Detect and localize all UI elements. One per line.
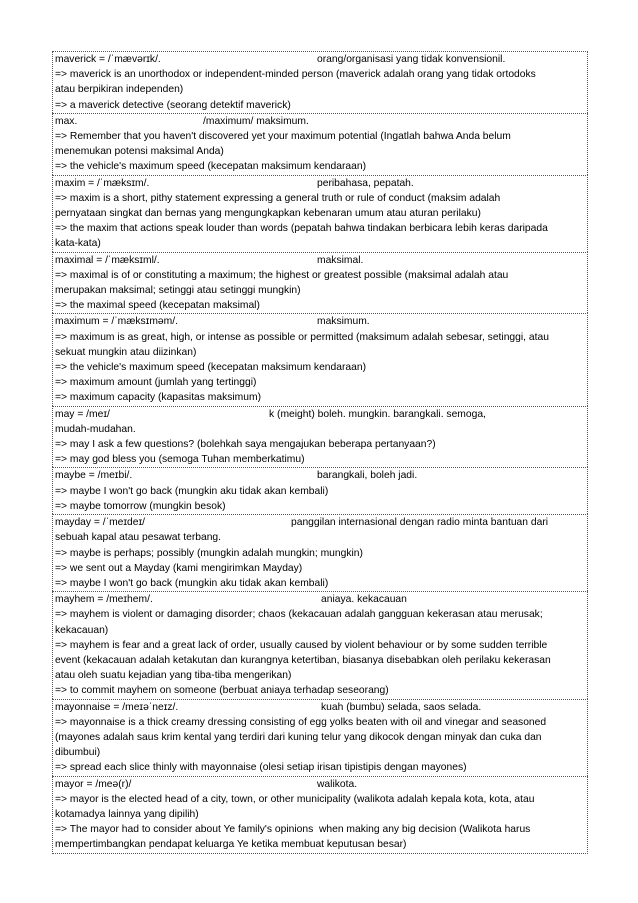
headword-meaning: maksimal. — [317, 254, 364, 266]
headword-line — [53, 314, 587, 329]
headword-line — [53, 52, 587, 67]
entry-text-line: => maxim is a short, pithy statement expressing a general truth or rule of conduct (maksim adalah — [55, 192, 501, 204]
dictionary-entry — [52, 406, 588, 468]
headword-line — [53, 407, 587, 422]
entry-text-line: => mayhem is fear and a great lack of order, usually caused by violent behaviour or by some sudden terrible — [55, 639, 548, 651]
entry-text-line: event (kekacauan adalah ketakutan dan kurangnya ketertiban, biasanya disebabkan oleh perilaku kekerasan — [55, 654, 551, 666]
entry-text-line: => the vehicle's maximum speed (kecepatan maksimum kendaraan) — [55, 362, 367, 374]
entry-text-line: => spread each slice thinly with mayonnaise (olesi setiap irisan tipistipis dengan mayones) — [55, 762, 467, 774]
entry-text-line: => maybe tomorrow (mungkin besok) — [55, 500, 226, 512]
entry-text-line: menemukan potensi maksimal Anda) — [55, 146, 224, 158]
entry-text-line: sebuah kapal atau pesawat terbang. — [55, 532, 222, 544]
entry-text-line: dibumbui) — [55, 747, 101, 759]
headword-meaning: /maximum/ maksimum. — [203, 115, 309, 127]
headword-line — [53, 777, 587, 792]
headword-meaning: aniaya. kekacauan — [321, 594, 407, 606]
entry-text-line: => to commit mayhem on someone (berbuat aniaya terhadap seseorang) — [55, 685, 389, 697]
headword-pronunciation: may = /meɪ/ — [55, 408, 110, 420]
entry-text-line: merupakan maksimal; setinggi atau setinggi mungkin) — [55, 285, 301, 297]
headword-line — [53, 592, 587, 607]
headword-line — [53, 515, 587, 530]
headword-pronunciation: maxim = /ˈmæksɪm/. — [55, 177, 150, 189]
headword-line — [53, 468, 587, 483]
dictionary-entry — [52, 467, 588, 514]
headword-line — [53, 114, 587, 129]
entry-text-line: (mayones adalah saus krim kental yang terdiri dari kuning telur yang dikocok dengan minyak dan cuka dan — [55, 731, 542, 743]
headword-pronunciation: maximal = /ˈmæksɪml/. — [55, 254, 160, 266]
entry-text-line: => The mayor had to consider about Ye family's opinions when making any big decision (Walikota harus — [55, 824, 531, 836]
entry-text-line: => the vehicle's maximum speed (kecepatan maksimum kendaraan) — [55, 161, 367, 173]
headword-pronunciation: mayonnaise = /meɪəˈneɪz/. — [55, 701, 179, 713]
entry-text-line: => maximum capacity (kapasitas maksimum) — [55, 392, 261, 404]
headword-pronunciation: maverick = /ˈmævərɪk/. — [55, 54, 161, 65]
entry-text-line: => Remember that you haven't discovered yet your maximum potential (Ingatlah bahwa Anda belum — [55, 131, 511, 143]
entry-text-line: => mayor is the elected head of a city, town, or other municipality (walikota adalah kepala kota, kota, atau — [55, 793, 535, 805]
headword-meaning: peribahasa, pepatah. — [317, 177, 414, 189]
entry-text-line: => the maximal speed (kecepatan maksimal) — [55, 300, 260, 312]
dictionary-document — [52, 51, 588, 854]
entry-text-line: => may I ask a few questions? (bolehkah saya mengajukan beberapa pertanyaan?) — [55, 439, 436, 451]
dictionary-entry — [52, 699, 588, 776]
entry-text-line: => maximal is of or constituting a maximum; the highest or greatest possible (maksimal adalah atau — [55, 269, 509, 281]
dictionary-entry — [52, 313, 588, 405]
entry-text-line: => maximum is as great, high, or intense as possible or permitted (maksimum adalah sebesar, setinggi, atau — [55, 331, 549, 343]
entry-text-line: => maverick is an unorthodox or independent-minded person (maverick adalah orang yang tidak ortodoks — [55, 69, 536, 81]
headword-meaning: panggilan internasional dengan radio minta bantuan dari — [291, 517, 549, 529]
headword-meaning: kuah (bumbu) selada, saos selada. — [321, 701, 482, 713]
headword-meaning: barangkali, boleh jadi. — [317, 470, 418, 482]
dictionary-entry — [52, 51, 588, 113]
entry-text-line: pernyataan singkat dan bernas yang mengungkapkan kebenaran umum atau aturan perilaku) — [55, 208, 481, 220]
headword-meaning: maksimum. — [317, 316, 370, 328]
dictionary-entry — [52, 113, 588, 175]
headword-meaning: walikota. — [317, 778, 358, 790]
dictionary-entry — [52, 591, 588, 698]
entry-text-line: atau oleh suatu kejadian yang tiba-tiba mengerikan) — [55, 670, 292, 682]
dictionary-entry — [52, 252, 588, 314]
headword-pronunciation: maximum = /ˈmæksɪməm/. — [55, 316, 178, 328]
entry-text-line: kekacauan) — [55, 624, 109, 636]
headword-pronunciation: maybe = /meɪbi/. — [55, 470, 133, 482]
dictionary-entry — [52, 175, 588, 252]
headword-pronunciation: mayday = /ˈmeɪdeɪ/ — [55, 517, 146, 529]
headword-line — [53, 253, 587, 268]
entry-text-line: atau berpikiran independen) — [55, 84, 184, 96]
headword-meaning: k (meight) boleh. mungkin. barangkali. semoga, — [269, 408, 486, 420]
entry-text-line: => may god bless you (semoga Tuhan memberkatimu) — [55, 454, 305, 466]
entry-text-line: => maybe is perhaps; possibly (mungkin adalah mungkin; mungkin) — [55, 547, 363, 559]
entry-text-line: mudah-mudahan. — [55, 423, 136, 435]
headword-pronunciation: mayor = /meə(r)/ — [55, 778, 132, 790]
dictionary-entry — [52, 514, 588, 591]
headword-line — [53, 176, 587, 191]
entry-text-line: => maybe I won't go back (mungkin aku tidak akan kembali) — [55, 485, 329, 497]
dictionary-entry — [52, 776, 588, 854]
entry-text-line: => we sent out a Mayday (kami mengirimkan Mayday) — [55, 562, 303, 574]
entry-text-line: kata-kata) — [55, 238, 101, 250]
entry-text-line: => maximum amount (jumlah yang tertinggi) — [55, 377, 257, 389]
headword-pronunciation: max. — [55, 115, 78, 127]
entry-text-line: => maybe I won't go back (mungkin aku tidak akan kembali) — [55, 577, 329, 589]
entry-text-line: sekuat mungkin atau diizinkan) — [55, 346, 197, 358]
entry-text-line: => a maverick detective (seorang detektif maverick) — [55, 99, 291, 111]
headword-meaning: orang/organisasi yang tidak konvensionil. — [317, 54, 506, 65]
headword-pronunciation: mayhem = /meɪhem/. — [55, 594, 153, 606]
entry-text-line: => mayonnaise is a thick creamy dressing consisting of egg yolks beaten with oil and vinegar and seasoned — [55, 716, 547, 728]
entry-text-line: => mayhem is violent or damaging disorder; chaos (kekacauan adalah gangguan kekerasan atau merusak; — [55, 609, 543, 621]
headword-line — [53, 700, 587, 715]
entry-text-line: mempertimbangkan pendapat keluarga Ye ketika membuat keputusan besar) — [55, 839, 407, 851]
entry-text-line: => the maxim that actions speak louder than words (pepatah bahwa tindakan berbicara lebih keras daripada — [55, 223, 548, 235]
entry-text-line: kotamadya lainnya yang dipilih) — [55, 808, 199, 820]
